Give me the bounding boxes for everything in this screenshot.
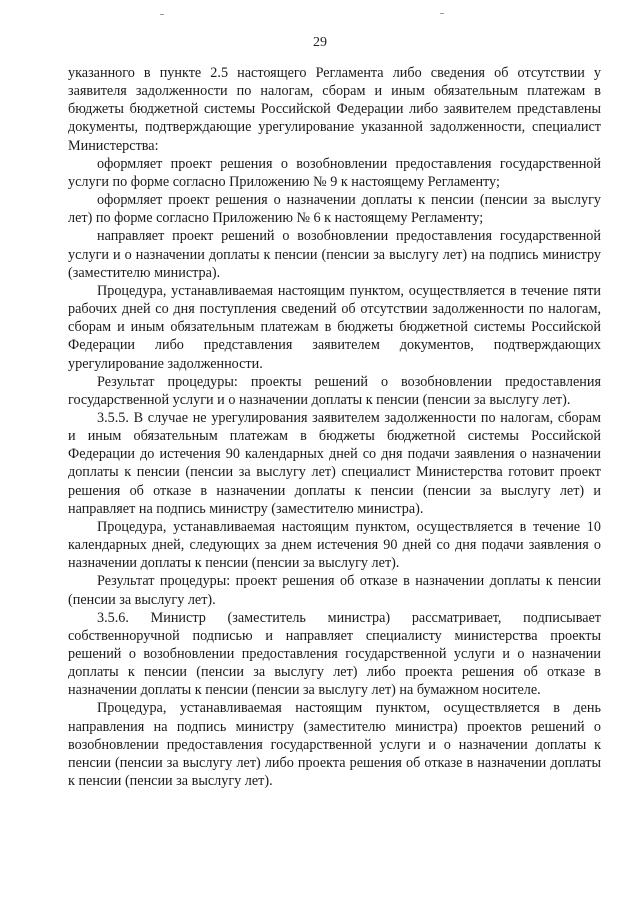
scan-mark-left (160, 14, 164, 15)
paragraph-procedure-term: Процедура, устанавливаемая настоящим пунктом, осуществляется в течение пяти рабочих дней со дня поступления сведений об отсутствии задолженности по налогам, сборам и иным обязательным платежам в бюджеты бюджетной системы Российской Федерации либо представления заявителем документов, подтверждающих урегулирование задолженности. (68, 282, 601, 372)
page-number: 29 (313, 35, 327, 50)
paragraph-procedure-result: Результат процедуры: проекты решений о возобновлении предоставления государственной услуги и о назначении доплаты к пенсии (пенсии за выслугу лет). (68, 373, 601, 408)
document-body (68, 64, 601, 790)
paragraph-procedure-term-3-5-6: Процедура, устанавливаемая настоящим пунктом, осуществляется в день направления на подпись министру (заместителю министра) проектов решений о возобновлении предоставления государственной услуги и о назначении доплаты к пенсии (пенсии за выслугу лет) либо проекта решения об отказе в назначении доплаты к пенсии (пенсии за выслугу лет). (68, 700, 601, 790)
paragraph-procedure-term-3-5-5: Процедура, устанавливаемая настоящим пунктом, осуществляется в течение 10 календарных дней, следующих за днем истечения 90 дней со дня подачи заявления о назначении доплаты к пенсии (пенсии за выслугу лет). (68, 518, 601, 572)
paragraph-section-3-5-5: 3.5.5. В случае не урегулирования заявителем задолженности по налогам, сборам и иным обязательным платежам в бюджеты бюджетной системы Российской Федерации до истечения 90 календарных дней со дня подачи заявления о назначении доплаты к пенсии (пенсии за выслугу лет) специалист Министерства готовит проект решения об отказе в назначении доплаты к пенсии (пенсии за выслугу лет) и направляет на подпись министру (заместителю министра). (68, 409, 601, 517)
scan-mark-right (440, 13, 444, 14)
paragraph-procedure-result-3-5-5: Результат процедуры: проект решения об отказе в назначении доплаты к пенсии (пенсии за выслугу лет). (68, 573, 601, 608)
paragraph-continuation: указанного в пункте 2.5 настоящего Регламента либо сведения об отсутствии у заявителя задолженности по налогам, сборам и иным обязательным платежам в бюджеты бюджетной системы Российской Федерации либо заявителем представлены документы, подтверждающие урегулирование указанной задолженности, специалист Министерства: (68, 65, 601, 154)
paragraph-action-send-for-signature: направляет проект решений о возобновлении предоставления государственной услуги и о назначении доплаты к пенсии (пенсии за выслугу лет) на подпись министру (заместителю министра). (68, 228, 601, 281)
paragraph-section-3-5-6: 3.5.6. Министр (заместитель министра) рассматривает, подписывает собственноручной подписью и направляет специалисту министерства проекты решений о возобновлении предоставления государственной услуги и о назначении доплаты к пенсии (пенсии за выслугу лет) либо проекта решения об отказе в назначении доплаты к пенсии (пенсии за выслугу лет) на бумажном носителе. (68, 609, 601, 699)
paragraph-action-assignment-draft: оформляет проект решения о назначении доплаты к пенсии (пенсии за выслугу лет) по форме согласно Приложению № 6 к настоящему Регламенту; (68, 192, 601, 227)
paragraph-action-resumption-draft: оформляет проект решения о возобновлении предоставления государственной услуги по форме согласно Приложению № 9 к настоящему Регламенту; (68, 155, 601, 190)
